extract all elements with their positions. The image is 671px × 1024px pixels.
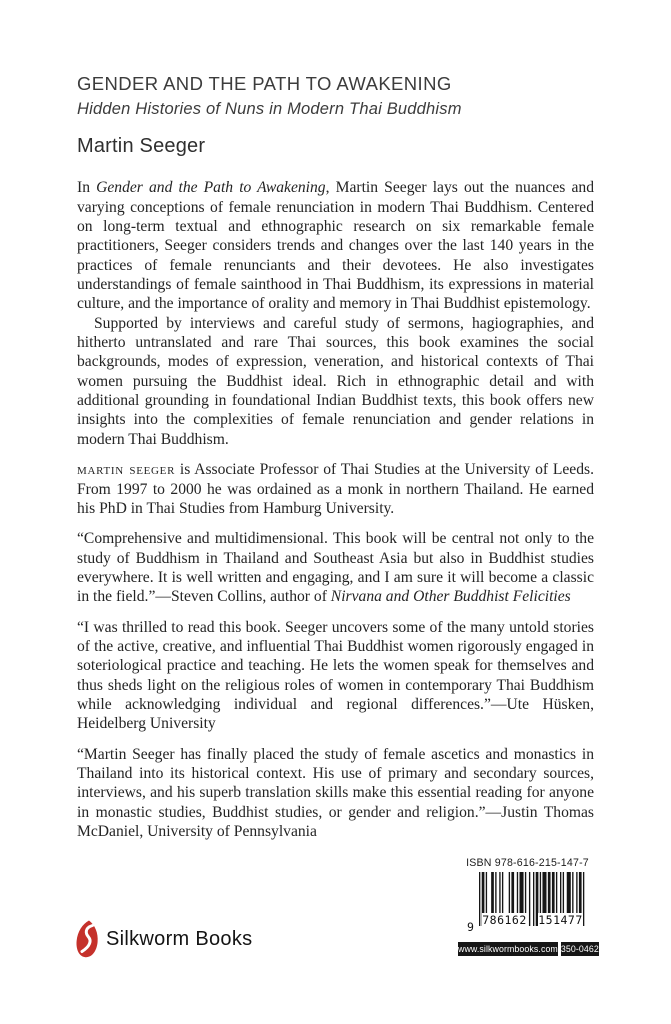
publisher-code: 350-0462 <box>560 944 599 954</box>
book-title: GENDER AND THE PATH TO AWAKENING <box>77 73 452 94</box>
publisher-strip <box>458 942 599 956</box>
author-bio: martin seeger is Associate Professor of Thai Studies at the University of Leeds. From 1997 to 2000 he was ordained as a monk in northern Thailand. He earned his PhD in Thai Studies from Hamburg University. <box>77 461 594 517</box>
endorsement-blurb-1: “Comprehensive and multidimensional. This book will be central not only to the study of Buddhism in Thailand and Southeast Asia but also in Buddhist studies everywhere. It is well written and engaging, and I am sure it will become a classic in the field.”—Steven Collins, author of Nirvana and Other Buddhist Felicities <box>77 530 594 606</box>
barcode-digits-right: 151477 <box>538 913 583 927</box>
back-cover-content <box>77 74 594 841</box>
description-paragraph-1: In Gender and the Path to Awakening, Martin Seeger lays out the nuances and varying conceptions of female renunciation in modern Thai Buddhism. Centered on long-term textual and ethnographic research on six remarkable female practitioners, Seeger considers trends and changes over the last 140 years in the practices of female renunciants and their devotees. He also investigates understandings of female sainthood in Thai Buddhism, its expressions in material culture, and the importance of orality and memory in Thai Buddhist epistemology. <box>77 179 594 313</box>
silkworm-cocoon-icon <box>75 920 99 958</box>
isbn-block <box>458 857 599 956</box>
publisher-website: www.silkwormbooks.com <box>458 944 558 954</box>
endorsement-blurb-2: “I was thrilled to read this book. Seeger uncovers some of the many untold stories of the active, creative, and influential Thai Buddhist women rigorously engaged in soteriological practice and teaching. He lets the women speak for themselves and thus sheds light on the religious roles of women in contemporary Thai Buddhism while acknowledging individual and regional differences.”—Ute Hüsken, Heidelberg University <box>77 618 594 733</box>
book-subtitle: Hidden Histories of Nuns in Modern Thai Buddhism <box>77 100 462 119</box>
barcode-bars <box>479 872 587 926</box>
ean13-barcode <box>467 872 587 934</box>
publisher-logo-lockup <box>75 920 252 958</box>
book-author: Martin Seeger <box>77 135 206 158</box>
endorsement-blurb-3: “Martin Seeger has finally placed the study of female ascetics and monastics in Thailand into its historical context. His use of primary and secondary sources, interviews, and his superb translation skills make this essential reading for anyone in monastic studies, Buddhist studies, or gender and religion.”—Justin Thomas McDaniel, University of Pennsylvania <box>77 745 594 840</box>
description-paragraph-2: Supported by interviews and careful study of sermons, hagiographies, and hitherto untranslated and rare Thai sources, this book examines the social backgrounds, modes of expression, veneration, and historical contexts of Thai women pursuing the Buddhist ideal. Rich in ethnographic detail and with additional grounding in foundational Indian Buddhist texts, this book offers new insights into the complexities of female renunciation and gender relations in modern Thai Buddhism. <box>77 314 594 448</box>
barcode-digits-left: 786162 <box>482 913 527 927</box>
isbn-label: ISBN 978-616-215-147-7 <box>466 857 589 869</box>
barcode-lead-digit: 9 <box>467 920 475 934</box>
publisher-name: Silkworm Books <box>106 927 253 950</box>
